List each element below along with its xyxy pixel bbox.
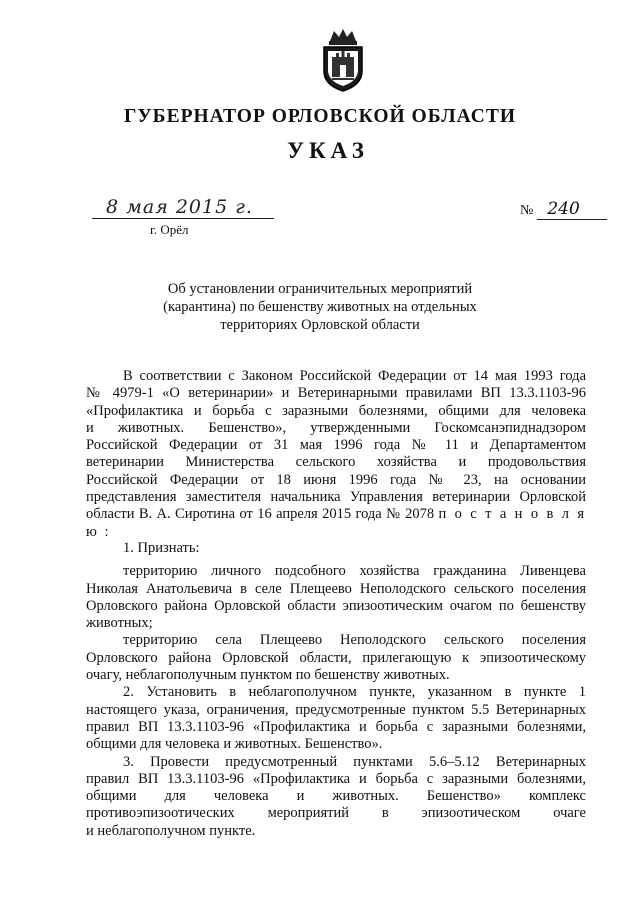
item-1-para-2-line: очагу, неблагополучным пунктом по бешенству животных. xyxy=(86,667,450,684)
subject-line: территориях Орловской области xyxy=(220,317,420,333)
item-3-line: противоэпизоотических мероприятий в эпизоотическом очаге xyxy=(86,805,586,822)
item-2-line: правил ВП 13.3.1103-96 «Профилактика и борьба с заразными болезнями, xyxy=(86,718,586,735)
item-1-para-1-line: Николая Анатольевича в селе Плещеево Неполодского сельского поселения xyxy=(86,580,586,597)
item-2-line: 2. Установить в неблагополучном пункте, указанном в пункте 1 xyxy=(123,684,586,701)
city-label: г. Орёл xyxy=(150,222,189,237)
item-1-para-1-line: животных; xyxy=(86,615,153,632)
item-1-para-1-line: Орловского района Орловской области эпизоотическим очагом по бешенству xyxy=(86,597,586,614)
item-3-line: общими для человека и животных. Бешенство» комплекс xyxy=(86,788,586,805)
item-3-line: правил ВП 13.3.1103-96 «Профилактика и борьба с заразными болезнями, xyxy=(86,770,586,787)
item-3-line: и неблагополучном пункте. xyxy=(86,822,256,839)
postanovlyayu: п о с т а н о в л я ю : xyxy=(86,506,587,540)
preamble-line: «Профилактика и борьба с заразными болезнями, общими для человека xyxy=(86,402,586,419)
subject-line: (карантина) по бешенству животных на отдельных xyxy=(163,299,477,315)
preamble-line: и животных. Бешенство», утвержденными Госкомсанэпиднадзором xyxy=(86,419,586,436)
document-type: УКАЗ xyxy=(287,138,369,163)
preamble-line: № 4979-1 «О ветеринарии» и Ветеринарными правилами ВП 13.3.1103-96 xyxy=(86,385,586,402)
item-2-line: настоящего указа, ограничения, предусмотренные пунктом 5.5 Ветеринарных xyxy=(86,701,586,718)
preamble-line: В соответствии с Законом Российской Федерации от 14 мая 1993 года xyxy=(123,368,586,384)
decree-items xyxy=(86,540,586,840)
document-number xyxy=(520,199,607,220)
item-2-line: общими для человека и животных. Бешенство». xyxy=(86,736,383,753)
preamble-line: области В. А. Сиротина от 16 апреля 2015 года № 2078 xyxy=(86,506,435,523)
item-1-para-2-line: территорию села Плещеево Неполодского сельского поселения xyxy=(123,632,586,649)
item-1-para-1-line: территорию личного подсобного хозяйства гражданина Ливенцева xyxy=(123,563,586,580)
preamble-line: представления заместителя начальника Управления ветеринарии Орловской xyxy=(86,489,586,506)
item-3-line: 3. Провести предусмотренный пунктами 5.6–5.12 Ветеринарных xyxy=(123,753,586,770)
handwritten-number: 240 xyxy=(537,199,607,220)
coat-of-arms-emblem xyxy=(316,27,370,93)
issuing-authority: ГУБЕРНАТОР ОРЛОВСКОЙ ОБЛАСТИ xyxy=(123,106,517,127)
preamble xyxy=(86,368,586,541)
number-prefix: № xyxy=(520,203,534,218)
item-1-para-2-line: Орловского района Орловской области, прилегающую к эпизоотическому xyxy=(86,649,586,666)
preamble-line: ветеринарии Министерства сельского хозяйства и продовольствия xyxy=(86,454,586,471)
preamble-line: Российской Федерации от 31 мая 1996 года № 11 и Департаментом xyxy=(86,437,586,454)
preamble-last-line xyxy=(86,506,586,541)
preamble-line: Российской Федерации от 18 июня 1996 года № 23, на основании xyxy=(86,471,586,488)
handwritten-date: 8 мая 2015 г. xyxy=(92,196,274,219)
subject-line: Об установлении ограничительных мероприятий xyxy=(167,281,473,297)
item-1-title: 1. Признать: xyxy=(123,540,200,556)
decree-subject xyxy=(0,280,640,334)
